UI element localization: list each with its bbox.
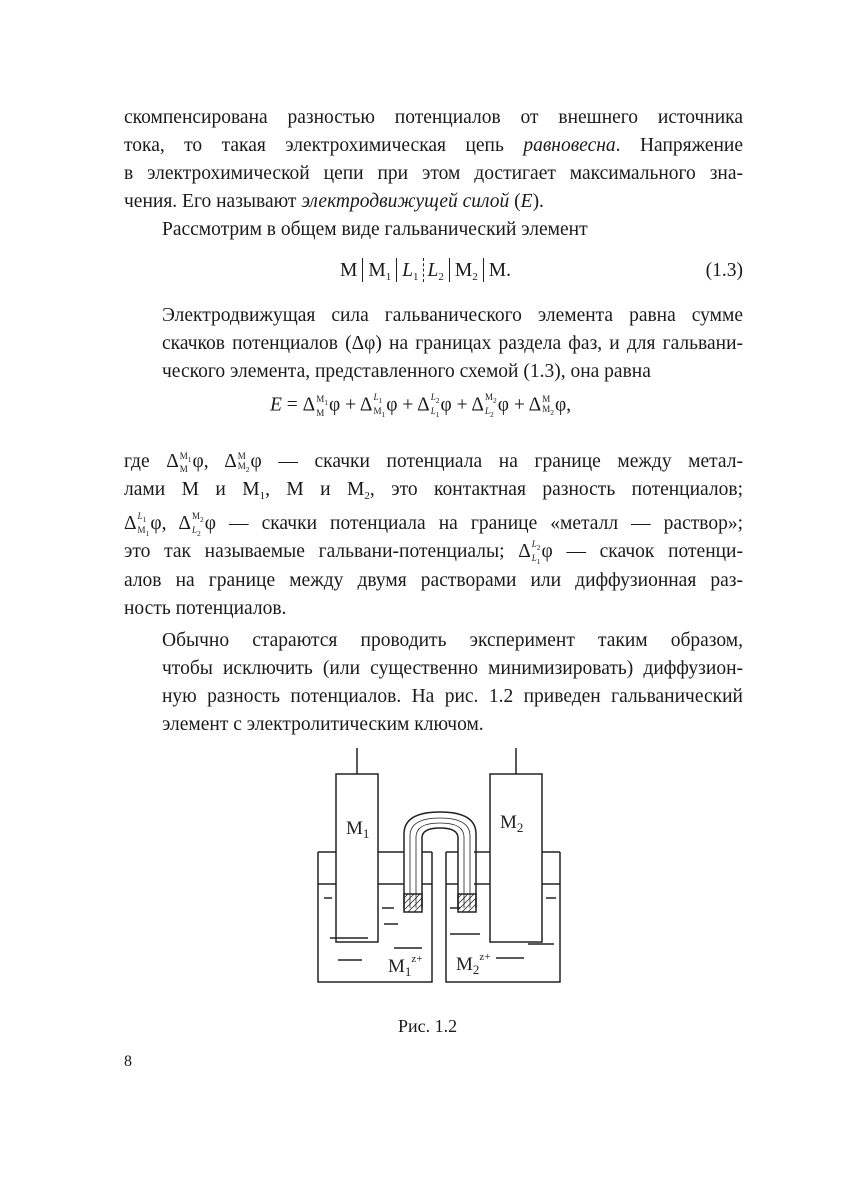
emf-formula: E = Δ $M_1$ M φ + Δ $L_1$ $M_1$ φ + Δ $L_2$ $L_1$ φ + Δ $M_2$ $L_2$ φ + Δ M $M_2$ φ, (270, 392, 572, 419)
bridge-plug-right (458, 894, 476, 912)
text-line: алов на границе между двумя растворами или диффузионная раз- (124, 569, 743, 591)
text-line: ность потенциалов. (124, 597, 287, 619)
equation-number: (1.3) (705, 260, 743, 281)
paragraph-3 (124, 302, 743, 386)
figure-caption: Рис. 1.2 (398, 1016, 458, 1036)
cell-scheme: M $M_1$ $L_1$ $L_2$ $M_2$ M. (340, 260, 511, 283)
text-line: ную разность потенциалов. На рис. 1.2 приведен гальванический (162, 685, 743, 707)
electrode-m2 (490, 774, 542, 942)
text-line: Электродвижущая сила гальванического элемента равна сумме (162, 305, 743, 326)
text-line: скомпенсирована разностью потенциалов от внешнего источника (124, 107, 743, 128)
paragraph-2: Рассмотрим в общем виде гальванический элемент (162, 219, 588, 240)
text-line: тока, то такая электрохимическая цепь равновесна. Напряжение (124, 135, 743, 156)
electrode-m1 (336, 774, 378, 942)
text-line: в электрохимической цепи при этом достигает максимального зна- (124, 163, 743, 184)
text-line: где Δ $M_1$ M φ, Δ M $M_2$ φ — скачки потенциала на границе между метал- (124, 450, 743, 475)
label-ion-m2: $M_2^{z+}$ (456, 951, 491, 977)
page-body (124, 104, 743, 739)
text-line: ческого элемента, представленного схемой (1.3), она равна (162, 361, 651, 382)
paragraph-5 (124, 627, 743, 739)
text-line: лами М и $М_1$, М и $М_2$, это контактная разность потенциалов; (124, 479, 743, 502)
bridge-plug-left (404, 894, 422, 912)
formula-1-3 (124, 244, 743, 302)
paragraph-1 (124, 104, 743, 216)
text-line: Δ $L_1$ $M_1$ φ, Δ $M_2$ $L_2$ φ — скачки потенциала на границе «металл — раствор»; (124, 510, 743, 538)
text-line: скачков потенциалов (Δφ) на границах раздела фаз, и для гальвани- (162, 333, 743, 354)
page-number: 8 (124, 1053, 132, 1070)
text-line: это так называемые гальвани-потенциалы; Δ $L_2$ $L_1$ φ — скачок потенци- (124, 539, 743, 566)
salt-bridge-inner (422, 828, 458, 908)
text-line: Обычно стараются проводить эксперимент таким образом, (162, 629, 743, 651)
label-ion-m1: $M_1^{z+}$ (388, 953, 423, 979)
text-line: чтобы исключить (или существенно минимизировать) диффузион- (162, 657, 743, 679)
text-line: элемент с электролитическим ключом. (162, 713, 484, 735)
label-m2: $M_2$ (500, 812, 524, 835)
text-line: чения. Его называют электродвижущей силой (E). (124, 191, 544, 212)
paragraph-4 (124, 448, 743, 623)
galvanic-cell-figure (310, 748, 570, 988)
label-m1: $M_1$ (346, 818, 370, 841)
